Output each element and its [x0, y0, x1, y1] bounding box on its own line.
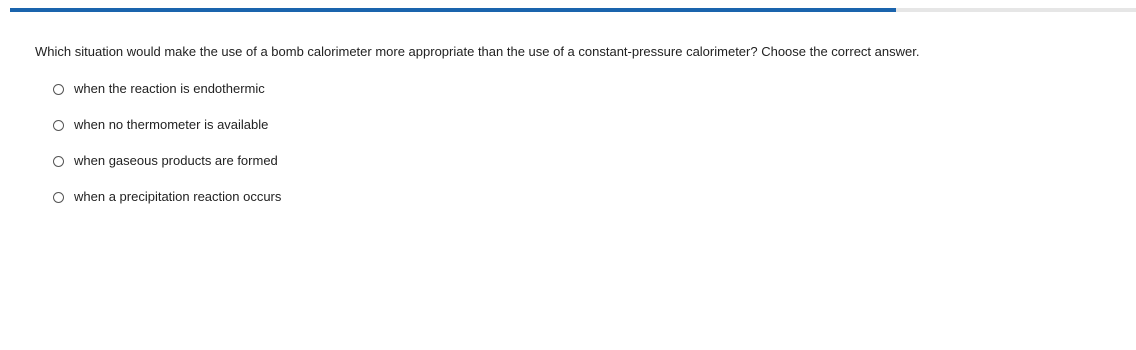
answer-option-label: when gaseous products are formed — [74, 153, 278, 168]
radio-button[interactable] — [53, 156, 64, 167]
radio-button[interactable] — [53, 120, 64, 131]
radio-button[interactable] — [53, 192, 64, 203]
answer-option-label: when no thermometer is available — [74, 117, 269, 132]
answer-options — [53, 81, 281, 225]
answer-option[interactable] — [53, 117, 281, 133]
answer-option-label: when a precipitation reaction occurs — [74, 189, 282, 204]
radio-button[interactable] — [53, 84, 64, 95]
progress-bar-fill — [10, 8, 896, 12]
question-text: Which situation would make the use of a bomb calorimeter more appropriate than the use of a constant-pressure calorimeter? Choose the correct answer. — [35, 44, 920, 59]
answer-option-label: when the reaction is endothermic — [74, 81, 265, 96]
answer-option[interactable] — [53, 81, 281, 97]
answer-option[interactable] — [53, 189, 281, 205]
answer-option[interactable] — [53, 153, 281, 169]
progress-bar — [10, 8, 1136, 12]
